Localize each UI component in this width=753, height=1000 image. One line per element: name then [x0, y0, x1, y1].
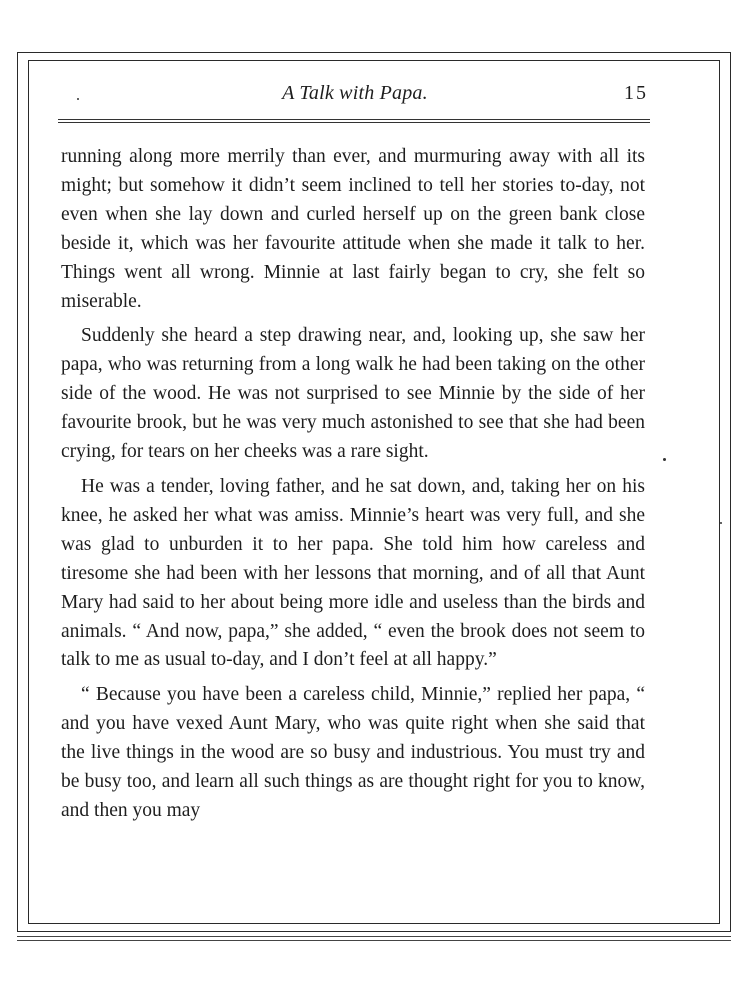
bottom-rule-double	[17, 940, 731, 941]
paragraph: He was a tender, loving father, and he sat down, and, taking her on his knee, he asked her what was amiss. Minnie’s heart was very full, and she was glad to unburden it to her papa. She told him how careless and tiresome she had been with her lessons that morning, and of all that Aunt Mary had said to her about being more idle and useless than the birds and animals. “ And now, papa,” she added, “ even the brook does not seem to talk to me as usual to-day, and I don’t feel at all happy.”	[61, 475, 645, 671]
header-rule	[58, 119, 650, 123]
ink-speck	[720, 522, 722, 524]
ink-speck	[77, 98, 79, 100]
running-title: A Talk with Papa.	[282, 82, 428, 104]
ink-speck	[663, 458, 666, 461]
page-header	[60, 74, 650, 110]
page-number: 15	[624, 82, 648, 104]
bottom-rule	[17, 936, 731, 937]
paragraph: running along more merrily than ever, and murmuring away with all its might; but somehow it didn’t seem inclined to tell her stories to-day, not even when she lay down and curled herself up on the green bank close beside it, which was her favourite attitude when she made it talk to her. Things went all wrong. Minnie at last fairly began to cry, she felt so miserable.	[61, 146, 645, 312]
paragraph: “ Because you have been a careless child, Minnie,” replied her papa, “ and you have vexed Aunt Mary, who was quite right when she said that the live things in the wood are so busy and industrious. You must try and be busy too, and learn all such things as are thought right for you to know, and then you may	[61, 684, 645, 821]
body-text	[61, 143, 645, 826]
paragraph: Suddenly she heard a step drawing near, and, looking up, she saw her papa, who was returning from a long walk he had been taking on the other side of the wood. He was not surprised to see Minnie by the side of her favourite brook, but he was very much astonished to see that she had been crying, for tears on her cheeks was a rare sight.	[61, 325, 645, 463]
